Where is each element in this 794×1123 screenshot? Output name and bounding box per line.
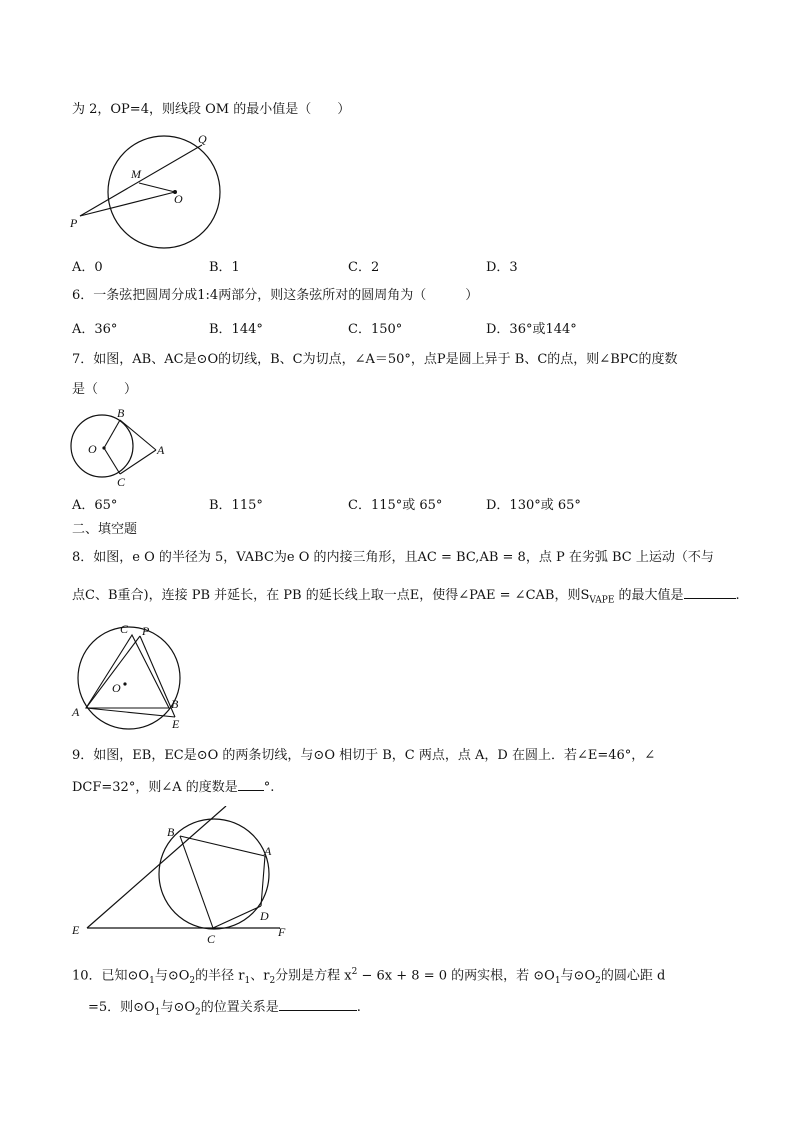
q9-chord-bc [180, 836, 213, 928]
q10-l1-s2: 2 [189, 975, 196, 986]
q10-l2-a: =5．则⊙O [88, 1000, 155, 1015]
q7-line-ca [120, 450, 156, 474]
q7-line-oc [104, 448, 120, 474]
q8-line-ae [86, 708, 175, 717]
q8-label-b: B [171, 697, 179, 711]
q9-figure [68, 806, 294, 946]
q8-line1: 8．如图，e O 的半径为 5，VABC为e O 的内接三角形，且AC = BC,AB = 8，点 P 在劣弧 BC 上运动（不与 [72, 550, 714, 565]
q10-l1-d: 、r [250, 968, 270, 984]
q10-l1-s4: 2 [269, 975, 276, 986]
q7-center-dot [102, 446, 105, 449]
q7-label-a: A [157, 443, 165, 457]
q6-option-c[interactable]: C．150° [348, 322, 403, 337]
q10-line1 [72, 962, 665, 991]
q5-label-p: P [70, 216, 78, 230]
q10-l1-s6: 2 [595, 975, 601, 986]
q9-line2-a: DCF=32°，则∠A 的度数是 [72, 780, 238, 795]
q9-circle [159, 819, 269, 929]
q10-l1-b: 与⊙O [154, 968, 190, 984]
q10-l2-end: . [356, 1000, 361, 1015]
q5-text: 为 2，OP=4，则线段 OM 的最小值是（ ） [72, 102, 351, 117]
q8-line2-a: 点C、B重合)，连接 PB 并延长，在 PB 的延长线上取一点E，使得∠PAE = ∠CAB，则S [72, 588, 590, 603]
q10-l1-g: 与⊙O [560, 968, 596, 984]
q9-label-a: A [264, 844, 272, 858]
q10-l1-a: 10．已知⊙O [72, 968, 150, 984]
q10-l1-e: 分别是方程 x [275, 968, 352, 984]
q9-chord-dc [213, 906, 261, 928]
q8-label-p: P [142, 624, 150, 638]
q8-center-dot [123, 682, 126, 685]
q9-label-d: D [260, 909, 269, 923]
q7-circle [71, 415, 133, 477]
q7-line2: 是（ ） [72, 382, 138, 397]
q6-option-a[interactable]: A．36° [72, 322, 118, 337]
q8-triangle-abc [86, 635, 169, 708]
q5-label-o: O [174, 192, 183, 206]
q9-line2-b: °. [263, 780, 275, 795]
q5-options [72, 256, 772, 276]
section-heading: 二、填空题 [72, 522, 138, 537]
q5-option-c[interactable]: C．2 [348, 260, 380, 275]
q9-label-e: E [72, 923, 80, 937]
q8-line2 [72, 584, 740, 611]
q9-label-b: B [167, 825, 175, 839]
q7-option-c[interactable]: C．115°或 65° [348, 498, 443, 513]
q6-option-d[interactable]: D．36°或144° [486, 322, 577, 337]
q9-label-f: F [278, 925, 286, 939]
q5-label-m: M [131, 167, 141, 181]
q10-l1-s3: 1 [244, 975, 251, 986]
q5-line-mo [139, 183, 175, 192]
q7-option-a[interactable]: A．65° [72, 498, 118, 513]
q5-line-pq [80, 145, 202, 216]
q6-text: 6．一条弦把圆周分成1:4两部分，则这条弦所对的圆周角为（ ） [72, 288, 479, 303]
q10-l2-b: 与⊙O [160, 1000, 196, 1015]
q5-option-a[interactable]: A．0 [72, 260, 103, 275]
q9-line1: 9．如图，EB，EC是⊙O 的两条切线，与⊙O 相切于 B，C 两点，点 A，D 在圆上．若∠E=46°，∠ [72, 748, 656, 763]
q6-options [72, 318, 772, 338]
q10-l2-s1: 1 [154, 1007, 161, 1018]
q8-line2-sub: VAPE [589, 595, 615, 606]
q9-label-c: C [207, 932, 216, 946]
q10-l1-c: 的半径 r [195, 968, 245, 984]
q8-line2-end: . [735, 588, 740, 603]
q10-l1-h: 的圆心距 d [600, 968, 666, 984]
q8-label-a: A [72, 705, 80, 719]
q10-line2 [88, 996, 361, 1023]
q5-line-po [80, 192, 175, 216]
q9-line2 [72, 776, 274, 798]
q5-figure [68, 128, 238, 250]
q7-options [72, 494, 772, 514]
q10-l1-s1: 1 [149, 975, 155, 986]
q10-l1-f: − 6x + 8 = 0 的两实根，若 ⊙O [357, 968, 555, 984]
q10-answer-blank[interactable] [279, 996, 357, 1011]
q7-label-b: B [117, 406, 125, 420]
q8-circle [78, 627, 180, 729]
q9-answer-blank[interactable] [238, 776, 264, 791]
q7-line-ba [120, 420, 156, 450]
q7-line1: 7．如图，AB、AC是⊙O的切线，B、C为切点，∠A＝50°，点P是圆上异于 B、C的点，则∠BPC的度数 [72, 352, 678, 367]
q10-l1-s5: 1 [554, 975, 561, 986]
q7-option-b[interactable]: B．115° [209, 498, 263, 513]
q7-label-c: C [117, 475, 126, 488]
q10-l2-s2: 2 [195, 1007, 201, 1018]
q8-answer-blank[interactable] [684, 584, 736, 599]
q8-label-o: O [112, 681, 121, 695]
q8-line2-b: 的最大值是 [614, 588, 684, 603]
q8-label-e: E [172, 717, 180, 731]
q5-label-q: Q [198, 132, 207, 146]
q7-label-o: O [88, 442, 97, 456]
q8-label-c: C [120, 622, 129, 636]
q9-chord-ba [180, 836, 265, 856]
q5-circle [108, 136, 220, 248]
q10-l2-c: 的位置关系是 [200, 1000, 279, 1015]
q10-l1-sup: 2 [351, 967, 358, 977]
q9-tangent-eb [87, 806, 226, 928]
q7-line-ob [104, 420, 120, 448]
q8-line-ap [86, 636, 140, 708]
q7-option-d[interactable]: D．130°或 65° [486, 498, 581, 513]
q6-option-b[interactable]: B．144° [209, 322, 263, 337]
q8-figure [68, 620, 192, 732]
q5-option-b[interactable]: B．1 [209, 260, 240, 275]
q5-option-d[interactable]: D．3 [486, 260, 518, 275]
q7-figure [68, 404, 178, 488]
